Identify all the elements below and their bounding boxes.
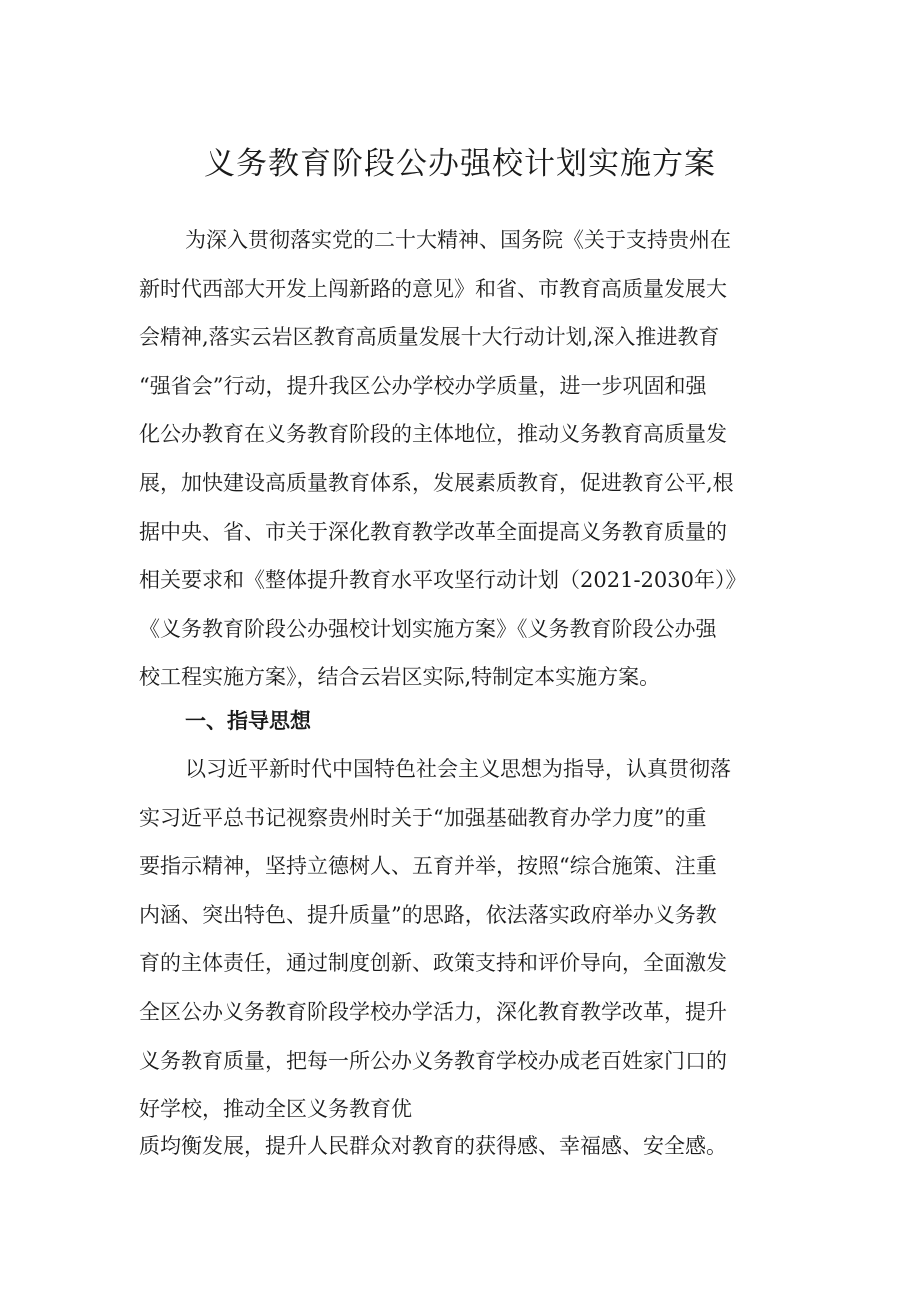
paragraph-line: 据中央、省、市关于深化教育教学改革全面提高义务教育质量的 — [139, 519, 727, 544]
paragraph-line: 化公办教育在义务教育阶段的主体地位，推动义务教育高质量发 — [139, 422, 727, 447]
paragraph-line: 义务教育质量，把每一所公办义务教育学校办成老百姓家门口的 — [139, 1048, 727, 1073]
paragraph-line: 校工程实施方案》，结合云岩区实际,特制定本实施方案。 — [139, 665, 661, 690]
paragraph-line: 实习近平总书记视察贵州时关于“加强基础教育办学力度”的重 — [139, 805, 707, 830]
paragraph-line: 全区公办义务教育阶段学校办学活力，深化教育教学改革，提升 — [139, 999, 727, 1024]
paragraph-line: 《义务教育阶段公办强校计划实施方案》《义务教育阶段公办强 — [139, 616, 717, 641]
guiding-ideology-paragraph — [139, 745, 791, 1134]
intro-paragraph — [139, 216, 791, 702]
paragraph-line: 展，加快建设高质量教育体系，发展素质教育，促进教育公平,根 — [139, 470, 734, 495]
paragraph-line: 以习近平新时代中国特色社会主义思想为指导，认真贯彻落 — [185, 757, 731, 781]
paragraph-line: 内涵、突出特色、提升质量”的思路，依法落实政府举办义务教 — [139, 902, 717, 927]
paragraph-line: 育的主体责任，通过制度创新、政策支持和评价导向，全面激发 — [139, 951, 727, 976]
paragraph-line: 相关要求和《整体提升教育水平攻坚行动计划（2021-2030年）》 — [139, 568, 747, 593]
paragraph-line: “强省会”行动，提升我区公办学校办学质量，进一步巩固和强 — [139, 373, 707, 398]
paragraph-line: 要指示精神，坚持立德树人、五育并举，按照“综合施策、注重 — [139, 854, 717, 879]
paragraph-line: 好学校，推动全区义务教育优 — [139, 1097, 412, 1122]
document-title: 义务教育阶段公办强校计划实施方案 — [204, 146, 716, 182]
section-heading-guiding-ideology: 一、指导思想 — [185, 709, 311, 733]
paragraph-continuation-line: 质均衡发展，提升人民群众对教育的获得感、幸福感、安全感。 — [139, 1134, 727, 1158]
paragraph-line: 新时代西部大开发上闯新路的意见》和省、市教育高质量发展大 — [139, 276, 727, 301]
paragraph-line: 会精神,落实云岩区教育高质量发展十大行动计划,深入推进教育 — [139, 325, 720, 350]
paragraph-line: 为深入贯彻落实党的二十大精神、国务院《关于支持贵州在 — [185, 228, 731, 252]
